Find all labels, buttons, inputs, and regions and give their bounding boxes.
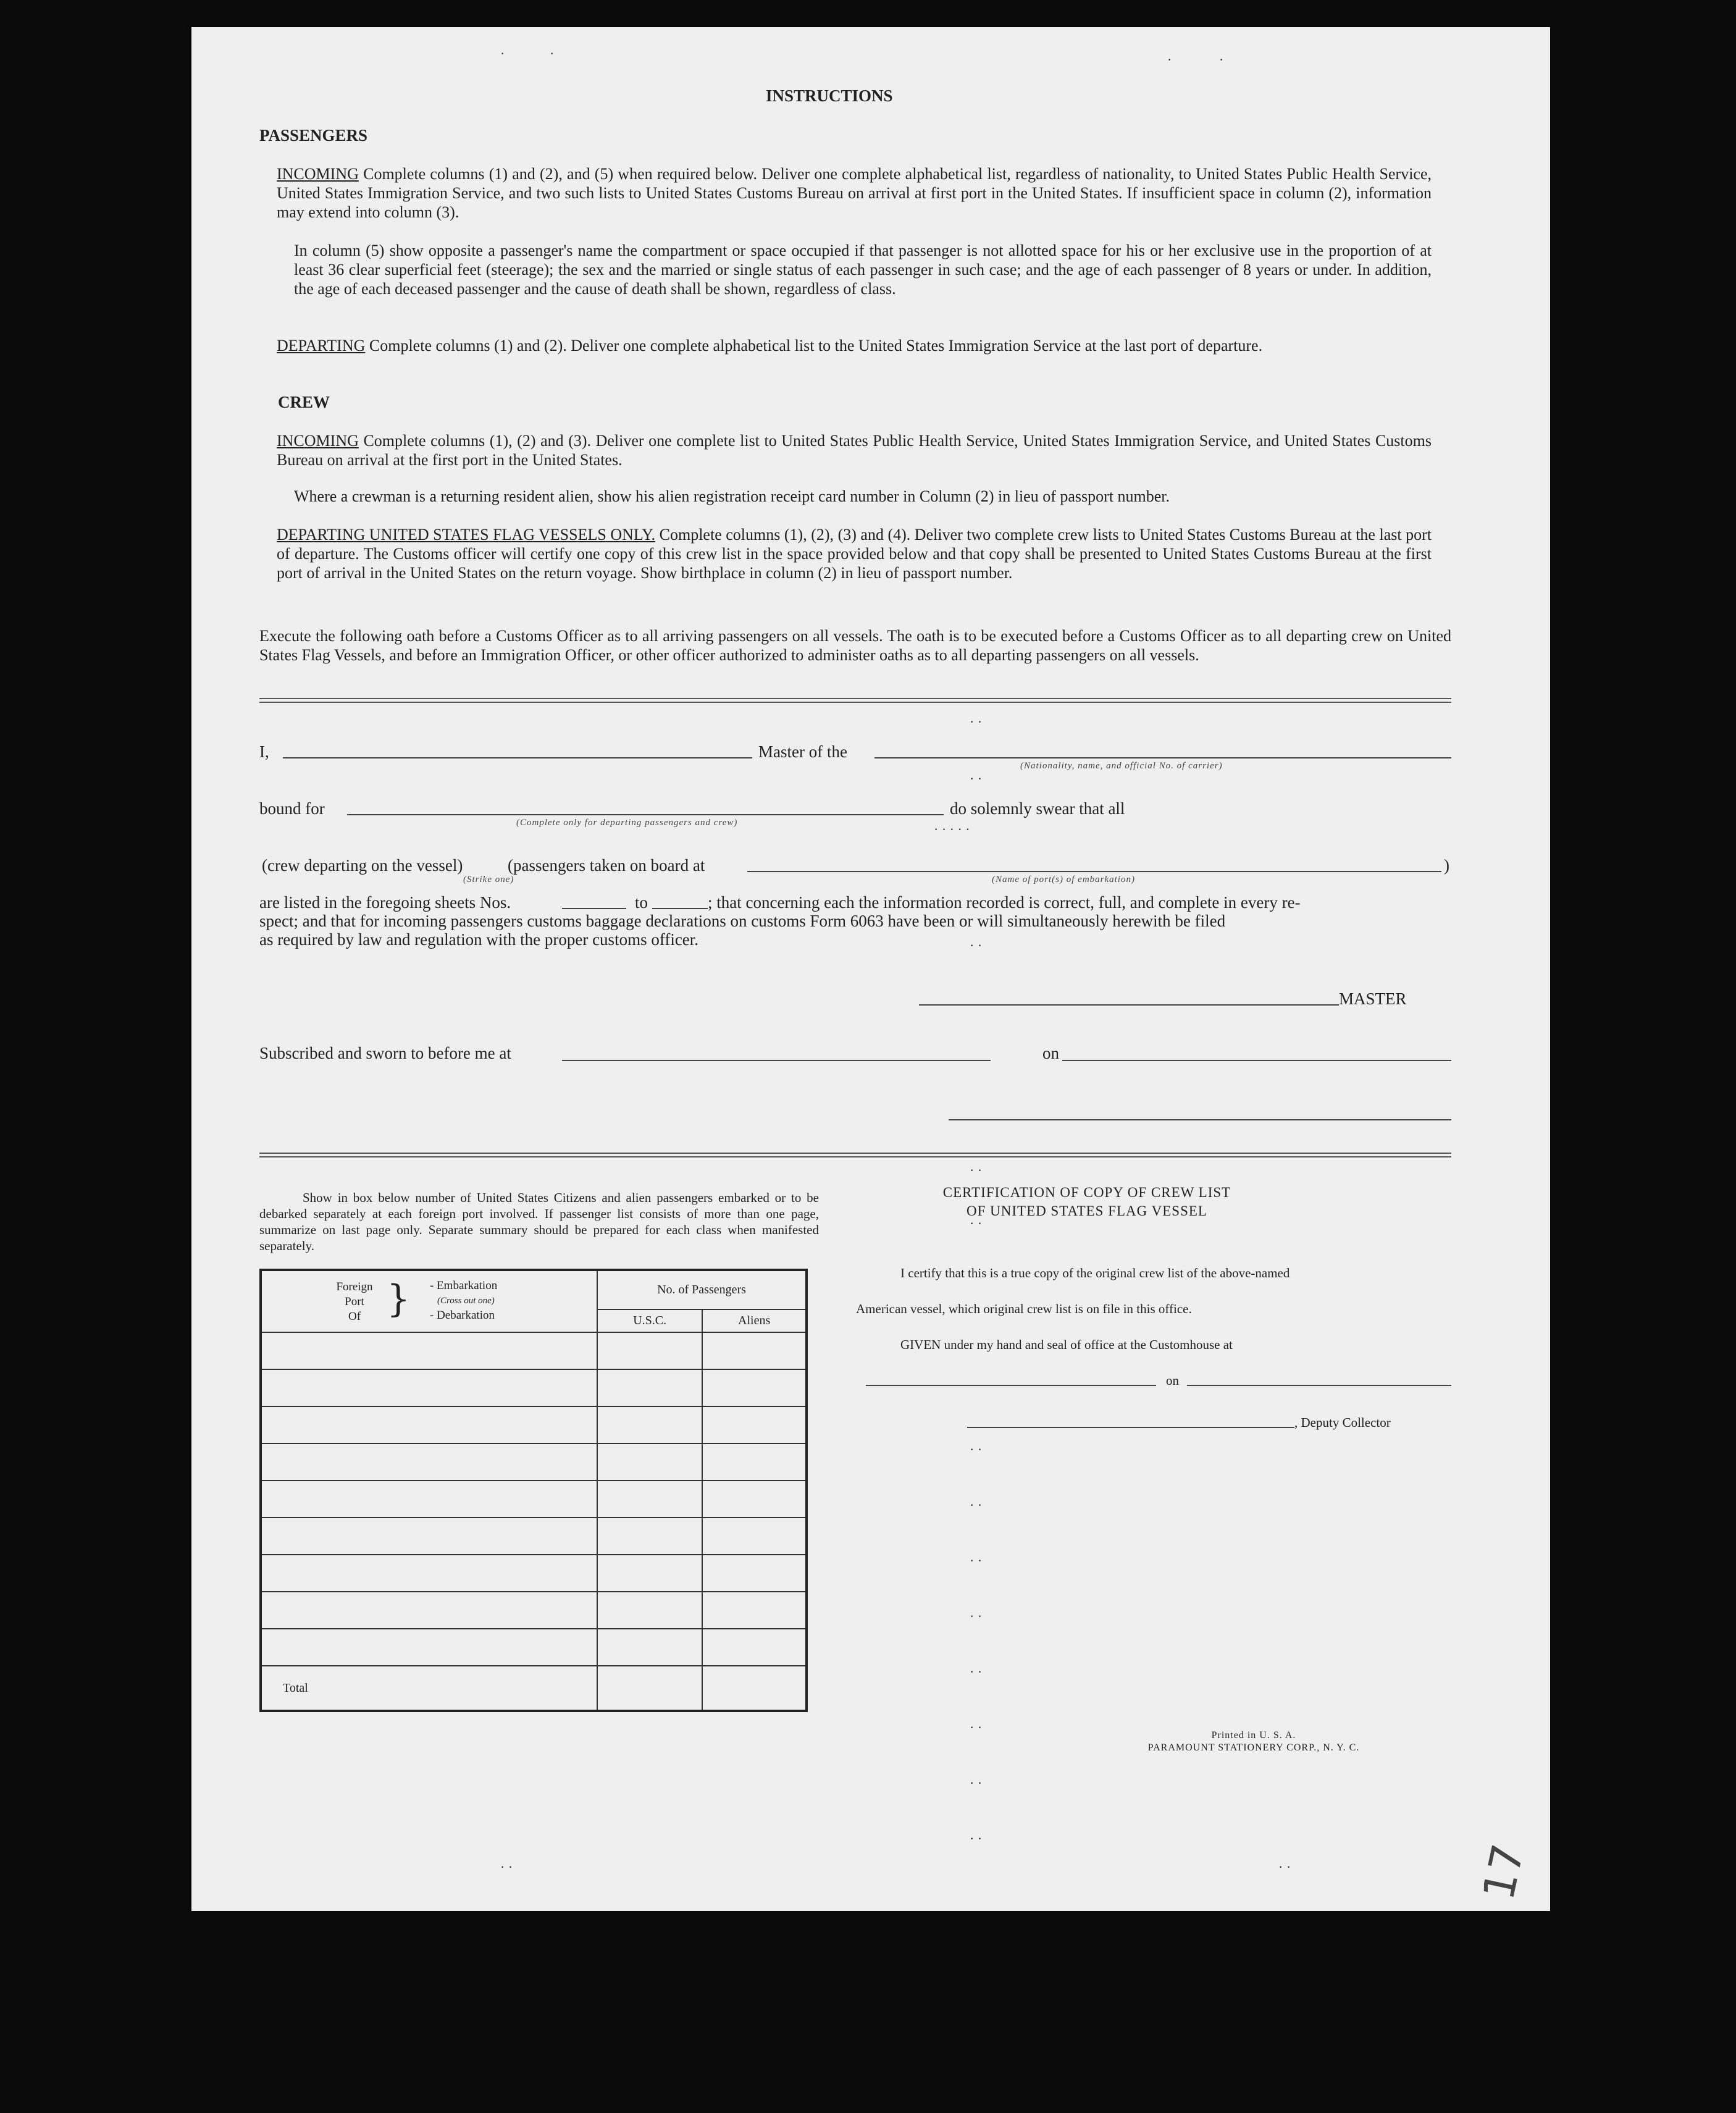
sworn-on-label: on [1042,1044,1059,1062]
speck: · · [970,1553,983,1568]
foreign-label: Foreign [336,1280,373,1293]
master-label: MASTER [1339,989,1407,1008]
carrier-caption: (Nationality, name, and official No. of carrier) [1020,761,1223,771]
crew-incoming-text: Complete columns (1), (2) and (3). Deliver one complete list to United States Public Health Service, United States Immigration Service, and United States Customs Bureau on arrival at the first port in the United States. [277,432,1432,469]
form-page [191,27,1550,1911]
crew-incoming-label: INCOMING [277,432,359,450]
of-label: Of [348,1310,361,1323]
total-usc-cell[interactable] [597,1666,702,1711]
crew-departing-text: Complete columns (1), (2), (3) and (4). Deliver two complete crew lists to United States Customs Bureau at the last port of departure. The Customs officer will certify one copy of this crew list in the space provided below and that copy shall be presented to United States Customs Bureau at the first port of arrival in the United States on the return voyage. Show birthplace in column (2) in lieu of passport number. [277,526,1432,582]
passengers-departing-text: Complete columns (1) and (2). Deliver one complete alphabetical list to the United States Immigration Service at the last port of departure. [369,337,1263,355]
printer-line1: Printed in U. S. A. [1211,1730,1296,1741]
cert-date-field[interactable] [1187,1385,1451,1386]
bound-for-caption: (Complete only for departing passengers and crew) [516,818,738,828]
oath-i-label: I, [259,742,269,761]
aliens-cell[interactable] [702,1481,807,1518]
speck: · · [970,771,983,786]
speck: · · [970,1162,983,1178]
aliens-cell[interactable] [702,1332,807,1369]
aliens-cell[interactable] [702,1592,807,1629]
sworn-place-field[interactable] [562,1060,991,1061]
port-cell[interactable] [261,1629,597,1666]
speck: · · [970,1831,983,1846]
sheet-from-field[interactable] [562,908,626,909]
speck: · · [970,1216,983,1231]
speck: · · [970,1664,983,1679]
swear-text: do solemnly swear that all [950,799,1125,818]
speck: · [550,46,555,61]
port-cell[interactable] [261,1518,597,1555]
listed-text-1: are listed in the foregoing sheets Nos. [259,893,511,912]
aliens-cell[interactable] [702,1629,807,1666]
passengers-heading: PASSENGERS [259,126,368,145]
speck: · [1219,52,1224,67]
aliens-cell[interactable] [702,1555,807,1592]
total-row [261,1666,807,1711]
aliens-header: Aliens [702,1309,807,1332]
close-paren: ) [1444,856,1449,875]
speck: · · [970,1720,983,1735]
certify-text-2: American vessel, which original crew list is on file in this office. [856,1301,1192,1316]
crew-heading: CREW [278,393,330,411]
listed-text-3: spect; and that for incoming passengers customs baggage declarations on customs Form 6063 have been or will simultaneously herewith be filed [259,912,1226,930]
usc-cell[interactable] [597,1629,702,1666]
officer-signature-field[interactable] [949,1119,1451,1120]
ports-caption: (Name of port(s) of embarkation) [992,875,1135,884]
table-row [261,1629,807,1666]
speck: · · [1278,1859,1291,1875]
subscribed-label: Subscribed and sworn to before me at [259,1044,511,1062]
speck: · · [970,938,983,953]
page-title: INSTRUCTIONS [766,86,893,105]
usc-cell[interactable] [597,1555,702,1592]
port-cell[interactable] [261,1406,597,1443]
aliens-cell[interactable] [702,1443,807,1481]
cert-on-label: on [1166,1373,1179,1388]
crew-departing-label: DEPARTING UNITED STATES FLAG VESSELS ONLY. [277,526,656,544]
printer-line2: PARAMOUNT STATIONERY CORP., N. Y. C. [1147,1742,1360,1753]
speck: · · [970,714,983,729]
oath-intro: Execute the following oath before a Customs Officer as to all arriving passengers on all vessels. The oath is to be executed before a Customs Officer as to all departing crew on United States Flag Vessels, and before an Immigration Officer, or other officer authorized to administer oaths as to all departing passengers on all vessels. [259,627,1451,664]
master-of-the-label: Master of the [758,742,847,761]
port-cell[interactable] [261,1555,597,1592]
divider [259,698,1451,703]
divider [259,1153,1451,1157]
crew-crewman-text: Where a crewman is a returning resident alien, show his alien registration receipt card number in Column (2) in lieu of passport number. [294,487,1170,505]
speck: · · · · · [934,821,970,837]
usc-cell[interactable] [597,1369,702,1406]
usc-cell[interactable] [597,1518,702,1555]
foreign-port-of-label [324,1280,385,1324]
usc-header: U.S.C. [597,1309,702,1332]
handwritten-page-number: 17 [1473,1839,1534,1905]
total-aliens-cell[interactable] [702,1666,807,1711]
strike-one-caption: (Strike one) [463,875,514,884]
carrier-field[interactable] [874,757,1451,758]
table-row [261,1369,807,1406]
usc-cell[interactable] [597,1592,702,1629]
passengers-taken-option[interactable]: (passengers taken on board at [508,856,705,875]
port-cell[interactable] [261,1332,597,1369]
port-cell[interactable] [261,1481,597,1518]
usc-cell[interactable] [597,1481,702,1518]
speck: · · [970,1497,983,1513]
deputy-signature-field[interactable] [967,1427,1294,1428]
table-row [261,1555,807,1592]
given-text: GIVEN under my hand and seal of office at the Customhouse at [900,1337,1233,1352]
aliens-cell[interactable] [702,1369,807,1406]
table-row [261,1592,807,1629]
passengers-incoming-paragraph [277,164,1432,222]
aliens-cell[interactable] [702,1518,807,1555]
usc-cell[interactable] [597,1443,702,1481]
listed-to: to [635,893,648,912]
summary-instructions: Show in box below number of United States Citizens and alien passengers embarked or to be debarked separately at each foreign port involved. If passenger list consists of more than one page, summarize on last page only. Separate summary should be prepared for each class when manifested separately. [259,1190,819,1253]
table-row [261,1443,807,1481]
port-cell[interactable] [261,1592,597,1629]
embarkation-option[interactable]: - Embarkation [430,1279,498,1292]
passengers-departing-label: DEPARTING [277,337,366,355]
listed-text-4: as required by law and regulation with the proper customs officer. [259,930,699,949]
passengers-incoming-label: INCOMING [277,165,359,183]
listed-text-2: ; that concerning each the information recorded is correct, full, and complete in every re- [708,893,1301,912]
usc-cell[interactable] [597,1332,702,1369]
passenger-summary-table [259,1269,808,1712]
port-cell[interactable] [261,1369,597,1406]
certify-text-1: I certify that this is a true copy of the original crew list of the above-named [900,1266,1290,1280]
deputy-collector-label: , Deputy Collector [1294,1415,1391,1430]
embark-options [430,1279,497,1323]
sheet-to-field[interactable] [652,908,708,909]
bound-for-field[interactable] [347,814,944,815]
certification-title-line2: OF UNITED STATES FLAG VESSEL [967,1203,1207,1219]
master-name-field[interactable] [283,757,752,758]
sworn-date-field[interactable] [1062,1060,1451,1061]
cross-out-caption: (Cross out one) [437,1296,495,1306]
table-row [261,1481,807,1518]
embarkation-ports-field[interactable] [747,871,1441,872]
customhouse-field[interactable] [866,1385,1156,1386]
aliens-cell[interactable] [702,1406,807,1443]
certification-title-line1: CERTIFICATION OF COPY OF CREW LIST [942,1185,1231,1200]
speck: · · [970,1775,983,1791]
crew-departing-paragraph [277,525,1432,582]
crew-departing-option[interactable]: (crew departing on the vessel) [262,856,463,875]
port-cell[interactable] [261,1443,597,1481]
total-label: Total [261,1666,597,1711]
speck: · [500,46,505,61]
passengers-column5-text: In column (5) show opposite a passenger's name the compartment or space occupied if that passenger is not allotted space for his or her exclusive use in the proportion of at least 36 clear superficial feet (steerage); the sex and the married or single status of each passenger in such case; and the age of each passenger of 8 years or under. In addition, the age of each deceased passenger and the cause of death shall be shown, regardless of class. [294,242,1432,298]
usc-cell[interactable] [597,1406,702,1443]
crew-incoming-paragraph [277,431,1432,469]
table-row [261,1406,807,1443]
certification-title [902,1183,1272,1220]
passengers-departing-paragraph [277,336,1432,355]
speck: · · [500,1859,513,1875]
bound-for-label: bound for [259,799,325,818]
speck: · · [970,1608,983,1624]
table-row [261,1518,807,1555]
speck: · · [970,1442,983,1457]
printer-imprint [1136,1729,1371,1754]
passengers-incoming-text: Complete columns (1) and (2), and (5) when required below. Deliver one complete alphabetical list, regardless of nationality, to United States Public Health Service, United States Immigration Service, and two such lists to United States Customs Bureau on arrival at first port in the United States. If insufficient space in column (2), information may extend into column (3). [277,165,1432,221]
master-signature-field[interactable] [919,1004,1339,1006]
port-label: Port [345,1295,364,1308]
debarkation-option[interactable]: - Debarkation [430,1309,495,1322]
port-header-cell [261,1270,597,1332]
speck: · [1167,52,1172,67]
brace-icon: } [387,1277,411,1321]
no-of-passengers-header: No. of Passengers [597,1270,807,1309]
table-row [261,1332,807,1369]
